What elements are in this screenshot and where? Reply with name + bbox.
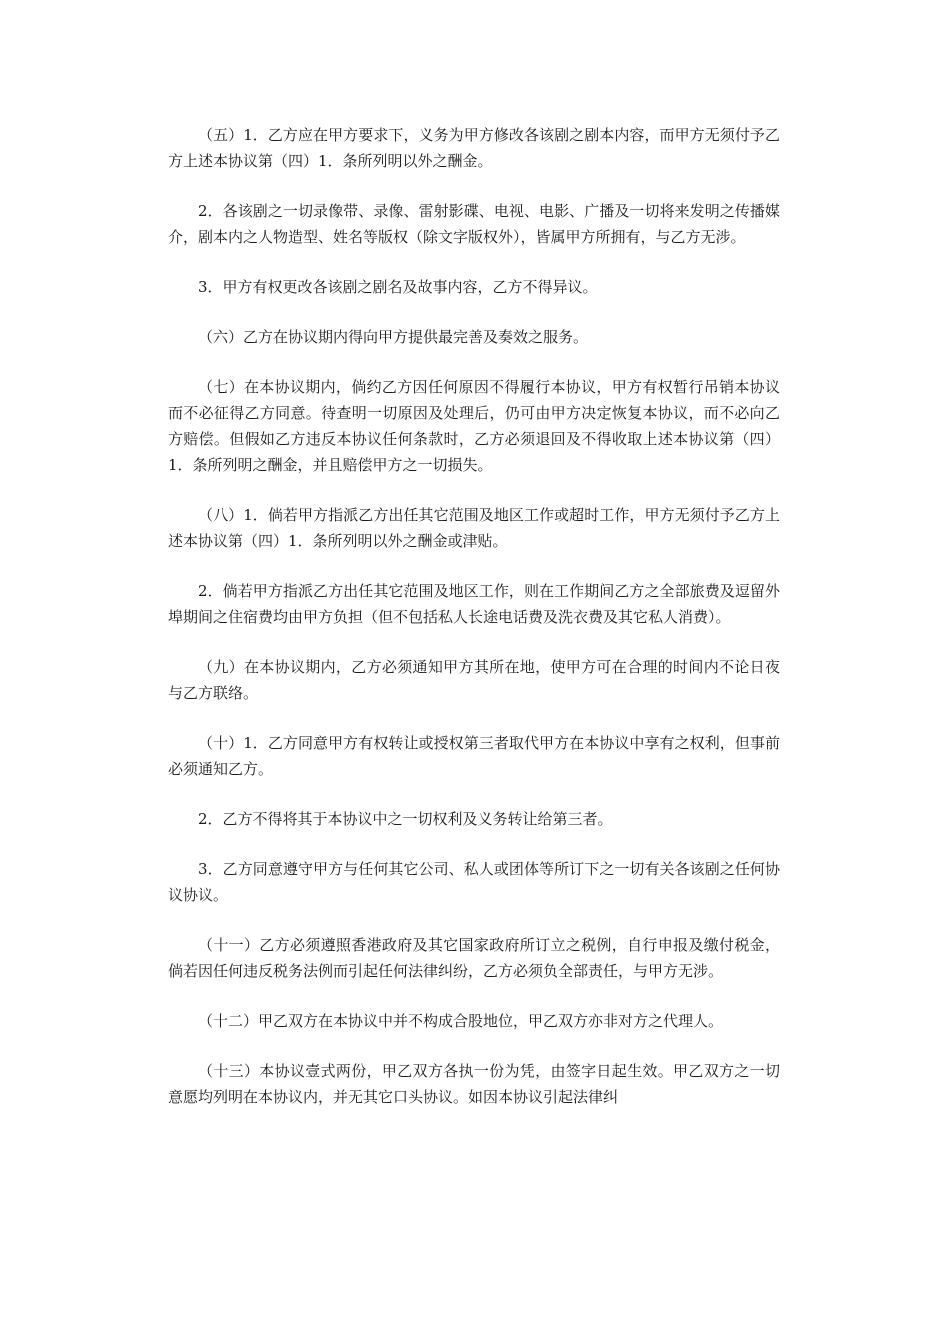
paragraph-12: （十二）甲乙双方在本协议中并不构成合股地位，甲乙双方亦非对方之代理人。: [198, 1012, 724, 1030]
paragraph-5-3: 3．甲方有权更改各该剧之剧名及故事内容，乙方不得异议。: [198, 278, 598, 296]
document-body: [168, 122, 780, 1134]
paragraph-10-3: 3．乙方同意遵守甲方与任何其它公司、私人或团体等所订下之一切有关各该剧之任何协议协议。: [168, 860, 780, 904]
paragraph-10-1: （十）1．乙方同意甲方有权转让或授权第三者取代甲方在本协议中享有之权利，但事前必须通知乙方。: [168, 734, 780, 778]
paragraph-5-2: 2．各该剧之一切录像带、录像、雷射影碟、电视、电影、广播及一切将来发明之传播媒介，剧本内之人物造型、姓名等版权（除文字版权外），皆属甲方所拥有，与乙方无涉。: [168, 202, 780, 246]
paragraph-7: （七）在本协议期内，倘约乙方因任何原因不得履行本协议，甲方有权暂行吊销本协议而不必征得乙方同意。待查明一切原因及处理后，仍可由甲方决定恢复本协议，而不必向乙方赔偿。但假如乙方违反本协议任何条款时，乙方必须退回及不得收取上述本协议第（四）1．条所列明之酬金，并且赔偿甲方之一切损失。: [168, 378, 780, 474]
paragraph-9: （九）在本协议期内，乙方必须通知甲方其所在地，使甲方可在合理的时间内不论日夜与乙方联络。: [168, 658, 780, 702]
paragraph-6: （六）乙方在协议期内得向甲方提供最完善及奏效之服务。: [198, 328, 589, 346]
paragraph-8-1: （八）1．倘若甲方指派乙方出任其它范围及地区工作或超时工作，甲方无须付予乙方上述本协议第（四）1．条所列明以外之酬金或津贴。: [168, 506, 780, 550]
paragraph-13: （十三）本协议壹式两份，甲乙双方各执一份为凭，由签字日起生效。甲乙双方之一切意愿均列明在本协议内，并无其它口头协议。如因本协议引起法律纠: [168, 1062, 780, 1106]
paragraph-11: （十一）乙方必须遵照香港政府及其它国家政府所订立之税例，自行申报及缴付税金，倘若因任何违反税务法例而引起任何法律纠纷，乙方必须负全部责任，与甲方无涉。: [168, 936, 780, 980]
paragraph-8-2: 2．倘若甲方指派乙方出任其它范围及地区工作，则在工作期间乙方之全部旅费及逗留外埠期间之住宿费均由甲方负担（但不包括私人长途电话费及洗衣费及其它私人消费）。: [168, 582, 780, 626]
paragraph-5-1: （五）1．乙方应在甲方要求下，义务为甲方修改各该剧之剧本内容，而甲方无须付予乙方上述本协议第（四）1．条所列明以外之酬金。: [168, 126, 780, 170]
paragraph-10-2: 2．乙方不得将其于本协议中之一切权利及义务转让给第三者。: [198, 810, 613, 828]
